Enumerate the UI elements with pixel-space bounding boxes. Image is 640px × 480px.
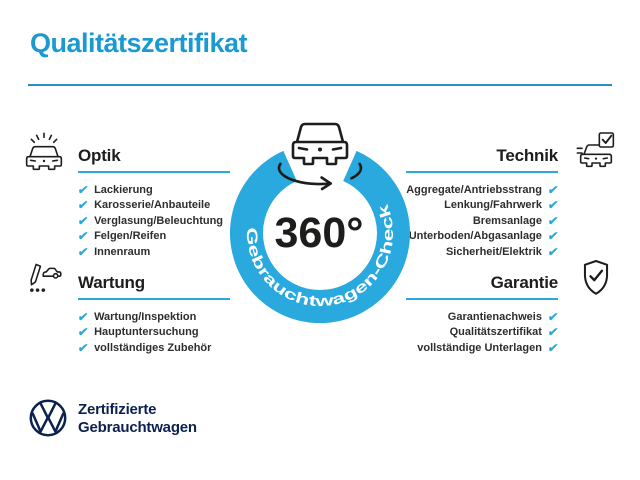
check-icon: ✔ <box>546 309 559 324</box>
section-optik <box>78 146 230 260</box>
list-item-label: Lackierung <box>94 183 153 196</box>
check-icon: ✔ <box>546 229 559 244</box>
list-item-label: vollständiges Zubehör <box>94 341 212 354</box>
list-item <box>78 229 230 245</box>
list-item-label: Bremsanlage <box>472 214 542 227</box>
section-wartung <box>78 273 230 356</box>
vw-logo <box>28 398 68 443</box>
check-icon: ✔ <box>77 325 90 340</box>
ring-label: Gebrauchtwagen-Check <box>242 206 398 311</box>
check-icon: ✔ <box>77 198 90 213</box>
pencil-car-checklist-icon <box>24 256 64 305</box>
check-icon: ✔ <box>546 198 559 213</box>
list-item-label: Innenraum <box>94 245 151 258</box>
footer-brand-line1: Zertifizierte <box>78 401 157 418</box>
check-icon: ✔ <box>546 213 559 228</box>
check-icon: ✔ <box>77 244 90 259</box>
list-item <box>78 182 230 198</box>
list-item-label: Karosserie/Anbauteile <box>94 199 211 212</box>
check-icon: ✔ <box>77 229 90 244</box>
list-item-label: Aggregate/Antriebsstrang <box>406 183 542 196</box>
list-item-label: Wartung/Inspektion <box>94 310 197 323</box>
list-item-label: Qualitätszertifikat <box>449 326 542 339</box>
page-title: Qualitätszertifikat <box>30 28 248 58</box>
list-item-label: Verglasung/Beleuchtung <box>94 214 224 227</box>
list-item-label: vollständige Unterlagen <box>417 341 542 354</box>
list-item-label: Unterboden/Abgasanlage <box>408 230 542 243</box>
footer-brand-text <box>78 401 197 437</box>
check-icon: ✔ <box>77 309 90 324</box>
section-optik-divider <box>78 171 230 173</box>
section-wartung-heading: Wartung <box>78 273 145 292</box>
check-icon: ✔ <box>546 244 559 259</box>
car-rotate-icon <box>293 124 347 164</box>
list-item-label: Felgen/Reifen <box>94 230 167 243</box>
list-item <box>78 198 230 214</box>
footer-brand-line2: Gebrauchtwagen <box>78 419 197 436</box>
list-item <box>78 309 230 325</box>
title-divider <box>28 84 612 86</box>
list-item <box>78 340 230 356</box>
list-item-label: Hauptuntersuchung <box>94 326 199 339</box>
list-item-label: Garantienachweis <box>447 310 542 323</box>
list-item <box>78 244 230 260</box>
list-item-label: Sicherheit/Elektrik <box>445 245 542 258</box>
car-checkbox-icon <box>576 127 616 180</box>
shield-check-icon <box>579 257 613 304</box>
list-item <box>78 325 230 341</box>
list-item <box>78 213 230 229</box>
check-icon: ✔ <box>77 182 90 197</box>
check-icon: ✔ <box>546 325 559 340</box>
car-front-shine-icon <box>24 127 64 182</box>
section-wartung-divider <box>78 298 230 300</box>
360-check-ring <box>210 100 430 345</box>
section-technik-heading: Technik <box>496 146 558 165</box>
check-icon: ✔ <box>546 182 559 197</box>
degree-label: 360° <box>274 209 364 257</box>
section-optik-heading: Optik <box>78 146 121 165</box>
check-icon: ✔ <box>77 213 90 228</box>
list-item-label: Lenkung/Fahrwerk <box>444 199 542 212</box>
check-icon: ✔ <box>546 340 559 355</box>
check-icon: ✔ <box>77 340 90 355</box>
section-garantie-heading: Garantie <box>490 273 558 292</box>
